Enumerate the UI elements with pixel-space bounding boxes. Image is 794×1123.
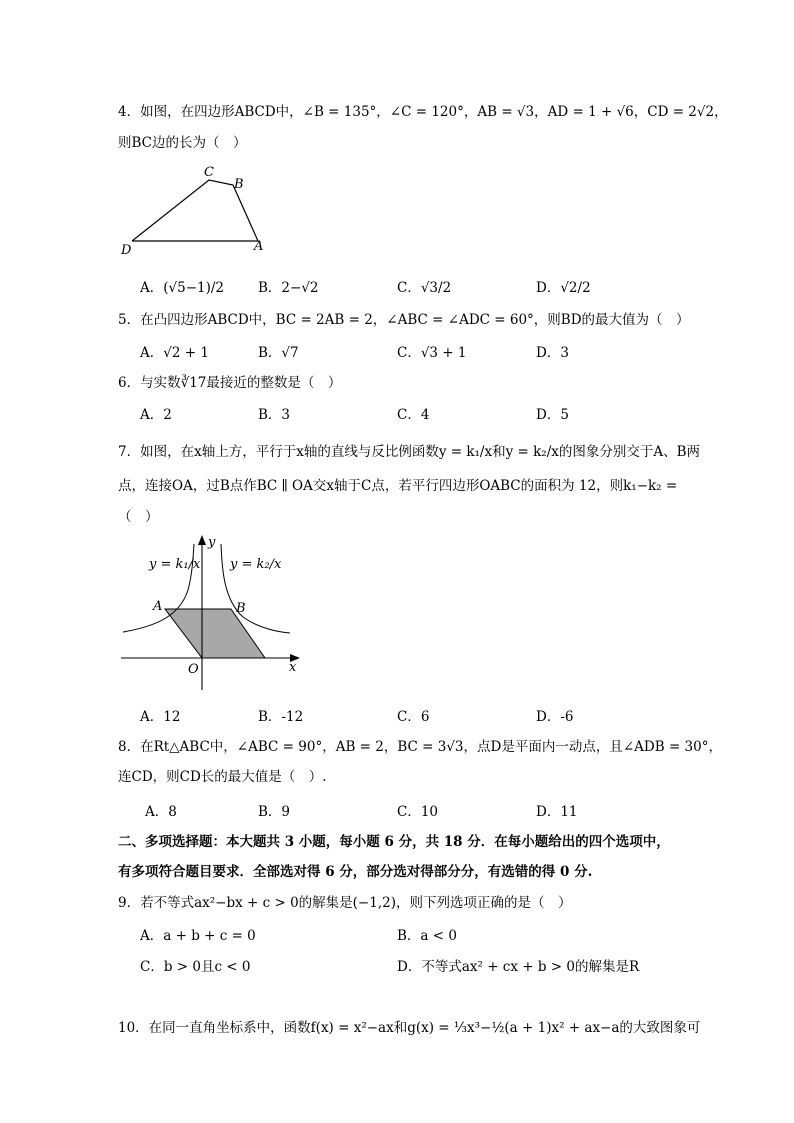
q9-options-row1 — [140, 924, 680, 944]
q5-option-b[interactable]: B．√7 — [258, 345, 299, 361]
q4-label-D: D — [121, 243, 132, 258]
q8-option-b[interactable]: B．9 — [258, 804, 291, 820]
q7-option-b[interactable]: B．-12 — [258, 709, 304, 725]
q4-quadrilateral-figure — [112, 158, 282, 258]
q9-option-c[interactable]: C．b > 0且c < 0 — [140, 959, 251, 975]
section2-instructions-line2: 有多项符合题目要求．全部选对得 6 分，部分选对得部分分，有选错的得 0 分. — [118, 864, 593, 880]
q7-option-d[interactable]: D．-6 — [536, 709, 574, 725]
q9-option-a[interactable]: A．a + b + c = 0 — [140, 928, 256, 944]
q10-stem-line1: 10．在同一直角坐标系中，函数f(x) = x²−ax和g(x) = ⅓x³−½(a + 1)x² + ax−a的大致图象可 — [118, 1020, 701, 1036]
q4-option-b[interactable]: B．2−√2 — [258, 280, 319, 296]
q7-option-c[interactable]: C．6 — [397, 709, 430, 725]
section2-instructions-line1: 二、多项选择题：本大题共 3 小题，每小题 6 分，共 18 分．在每小题给出的四个选项中， — [118, 834, 670, 850]
q4-label-C: C — [204, 165, 214, 180]
q6-stem-line1: 6．与实数∛17最接近的整数是（ ） — [118, 375, 342, 391]
q7-label-right-function: y = k₂/x — [230, 557, 282, 572]
q8-options — [145, 800, 685, 820]
q6-option-c[interactable]: C．4 — [397, 407, 430, 423]
q7-options — [140, 705, 680, 725]
q6-option-b[interactable]: B．3 — [258, 407, 291, 423]
q8-stem-line1: 8．在Rt△ABC中，∠ABC = 90°，AB = 2，BC = 3√3，点D是平面内一动点，且∠ADB = 30°， — [118, 739, 722, 755]
q4-option-d[interactable]: D．√2/2 — [536, 280, 591, 296]
q7-label-O: O — [188, 662, 199, 677]
q4-label-B: B — [234, 177, 244, 192]
q8-option-c[interactable]: C．10 — [397, 804, 439, 820]
q7-label-left-function: y = k₁/x — [149, 557, 201, 572]
q7-label-A: A — [153, 599, 163, 614]
q8-stem-line2: 连CD，则CD长的最大值是（ ）. — [118, 769, 327, 785]
q9-stem-line1: 9．若不等式ax²−bx + c > 0的解集是(−1,2)，则下列选项正确的是（ ） — [118, 895, 572, 911]
q7-hyperbola-figure — [118, 530, 308, 692]
q7-label-y-axis: y — [208, 535, 216, 550]
q4-stem-line1: 4．如图，在四边形ABCD中，∠B = 135°，∠C = 120°，AB = √3，AD = 1 + √6，CD = 2√2， — [118, 104, 728, 120]
q4-option-a[interactable]: A．(√5−1)/2 — [140, 280, 225, 296]
q4-label-A: A — [254, 239, 264, 254]
q7-label-x-axis: x — [289, 660, 297, 675]
q8-option-a[interactable]: A．8 — [145, 804, 177, 820]
q7-stem-line3: （ ） — [118, 509, 159, 525]
q9-options-row2 — [140, 955, 680, 975]
q7-stem-line1: 7．如图，在x轴上方，平行于x轴的直线与反比例函数y = k₁/x和y = k₂/x的图象分别交于A、B两 — [118, 444, 701, 460]
q7-option-a[interactable]: A．12 — [140, 709, 181, 725]
q5-option-a[interactable]: A．√2 + 1 — [140, 345, 209, 361]
q7-label-B: B — [236, 601, 246, 616]
q5-stem-line1: 5．在凸四边形ABCD中，BC = 2AB = 2，∠ABC = ∠ADC = 60°，则BD的最大值为（ ） — [118, 312, 690, 328]
q5-option-c[interactable]: C．√3 + 1 — [397, 345, 467, 361]
q5-options — [140, 341, 680, 361]
q6-option-a[interactable]: A．2 — [140, 407, 172, 423]
q4-option-c[interactable]: C．√3/2 — [397, 280, 452, 296]
q6-options — [140, 403, 680, 423]
q4-stem-line2: 则BC边的长为（ ） — [118, 135, 247, 151]
q7-stem-line2: 点，连接OA，过B点作BC ∥ OA交x轴于C点，若平行四边形OABC的面积为 12，则k₁−k₂ = — [118, 478, 678, 494]
q5-option-d[interactable]: D．3 — [536, 345, 569, 361]
q8-option-d[interactable]: D．11 — [536, 804, 578, 820]
q6-option-d[interactable]: D．5 — [536, 407, 569, 423]
q9-option-b[interactable]: B．a < 0 — [397, 928, 457, 944]
q4-options — [140, 276, 680, 296]
q9-option-d[interactable]: D．不等式ax² + cx + b > 0的解集是R — [397, 959, 640, 975]
